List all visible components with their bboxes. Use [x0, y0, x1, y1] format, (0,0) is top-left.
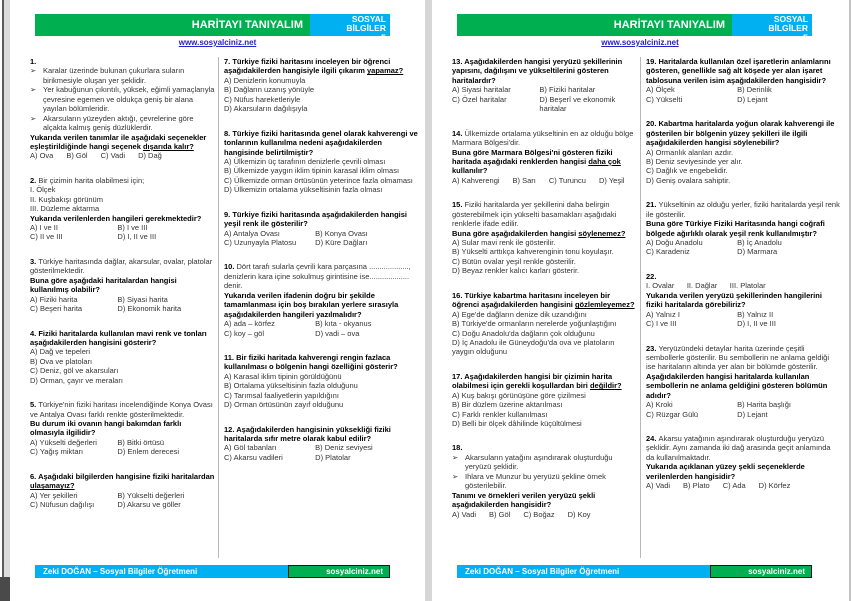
- answer-option: B) Göl: [66, 151, 88, 161]
- question-intro: 23. Yeryüzündeki detaylar harita üzerinde çeşitli sembollerle gösterilir. Bu sembollerin ne anlama geldiği ise haritaların altında yer alan bir bölümde gösterilir.: [646, 343, 832, 372]
- answer-option: B) I ve III: [117, 223, 148, 232]
- answer-option: C) I ve III: [646, 319, 677, 329]
- answer-option: B) İç Anadolu: [737, 238, 782, 247]
- grade-number: 5: [380, 32, 386, 43]
- answer-option: A) Denizlerin konumuyla: [224, 75, 306, 85]
- underlined-keyword: ulaşamayız?: [30, 481, 75, 491]
- answer-option: A) Kroki: [646, 400, 673, 410]
- answer-option: A) Doğu Anadolu: [646, 238, 703, 247]
- footer-site-label: sosyalciniz.net: [710, 565, 812, 578]
- answer-option: D) Küre Dağları: [315, 238, 368, 247]
- answer-option: C) Ülkemizde orman örtüsünün yeterince fazla olmaması: [224, 175, 413, 185]
- arrow-bullet-icon: ➢: [30, 113, 37, 123]
- answer-option: D) Enlem derecesi: [117, 447, 180, 457]
- question-stem: 17. Aşağıdakilerden hangisi bir çizimin harita olabilmesi için gerekli koşullardan biri değildir?: [452, 371, 622, 391]
- answer-option: B) Dağların uzanış yönüyle: [224, 85, 315, 95]
- answer-option: B) Yalnız II: [737, 309, 774, 319]
- question-stem: 4. Fiziki haritalarda kullanılan mavi renk ve tonları aşağıdakilerden hangisini gösterir?: [30, 328, 209, 347]
- answer-option: B) Göl: [489, 509, 511, 519]
- answer-options: [452, 238, 638, 276]
- question-block: [452, 57, 638, 114]
- answer-option: A) Yalnız I: [646, 309, 680, 319]
- answer-options: [452, 391, 638, 429]
- question-number: 22.: [646, 271, 659, 281]
- arrow-bullet-icon: ➢: [452, 452, 459, 462]
- question-stem: Buna göre aşağıdakilerden hangisi söylenemez?: [452, 228, 626, 238]
- question-block: [30, 257, 216, 314]
- answer-options: [30, 491, 216, 510]
- answer-option: C) Yağış miktarı: [30, 447, 84, 457]
- answer-options: [224, 443, 418, 462]
- answer-option: B) Derinlik: [737, 85, 772, 95]
- answer-option: B) Yükselti arttıkça kahverenginin tonu koyulaşır.: [452, 247, 614, 257]
- website-link[interactable]: www.sosyalciniz.net: [601, 38, 679, 47]
- question-stem: Yukarıda verilen yeryüzü şekillerinden hangilerini fiziki haritalarda görebiliriz?: [646, 290, 824, 310]
- answer-option: B) Bitki örtüsü: [117, 437, 165, 447]
- question-block: [452, 291, 638, 357]
- question-stem: Buna göre Marmara Bölgesi'ni gösteren fiziki haritada aşağıdaki renklerden hangisi daha çok kullanılır?: [452, 147, 623, 176]
- question-stem: 12. Aşağıdakilerden hangisinin yüksekliği fiziki haritalarda sıfır metre olarak kabul edilir?: [224, 424, 393, 443]
- answer-option: C) Yükselti: [646, 94, 683, 104]
- answer-option: B) Sarı: [512, 175, 536, 185]
- question-stem: 11. Bir fiziki haritada kahverengi rengin fazlaca kullanılması o bölgenin hangi özelliğini gösterir?: [224, 352, 398, 372]
- answer-option: C) Özel haritalar: [452, 94, 507, 104]
- answer-option: D) Geniş ovalara sahiptir.: [646, 175, 731, 185]
- answer-option: D) Ekonomik harita: [117, 304, 182, 314]
- answer-option: C) Farklı renkler kullanılması: [452, 409, 548, 419]
- question-number: 14.: [452, 128, 465, 138]
- answer-option: D) I, II ve III: [117, 232, 157, 242]
- question-block: [224, 210, 418, 248]
- answer-option: C) Ada: [722, 481, 746, 491]
- right-edge-border: [849, 0, 851, 601]
- answer-option: C) Deniz, göl ve akarsuları: [30, 366, 119, 376]
- question-stem: 7. Türkiye fiziki haritasını inceleyen bir öğrenci aşağıdakilerden hangisiyle ilgili çıkarım yapamaz?: [224, 57, 404, 76]
- answer-option: C) Dağlık ve engebelidir.: [646, 166, 728, 176]
- answer-option: B) Plato: [683, 481, 710, 491]
- question-stem: Yukarıda açıklanan yüzey şekli seçeneklerde verilenlerden hangisidir?: [646, 462, 807, 481]
- question-number: 5.: [30, 400, 39, 410]
- answer-options: [646, 85, 840, 104]
- author-credit: Zeki DOĞAN – Sosyal Bilgiler Öğretmeni: [35, 565, 288, 578]
- answer-option: D) Dağ: [138, 151, 162, 161]
- footer-site-label: sosyalciniz.net: [288, 565, 390, 578]
- answer-option: A) Karasal iklim tipinin görüldüğünü: [224, 371, 342, 381]
- question-number: 21.: [646, 200, 659, 210]
- answer-option: A) Ülkemizin üç tarafının denizlerle çevrili olması: [224, 156, 386, 166]
- subject-badge: [732, 14, 812, 43]
- answer-option: C) Uzunyayla Platosu: [224, 238, 297, 247]
- question-number: 10.: [224, 262, 237, 272]
- question-stem: 16. Türkiye kabartma haritasını inceleyen bir öğrenci aşağıdakilerden hangisini gözlemleyemez?: [452, 290, 635, 310]
- question-intro: 5. Türkiye'nin fiziki haritası incelendiğinde Konya Ovası ve Antalya Ovası farklı renkte gösterilmektedir.: [30, 400, 215, 419]
- answer-option: D) Lejant: [737, 94, 768, 104]
- bullet-item: [30, 85, 216, 113]
- question-columns: [452, 57, 842, 558]
- answer-options: [224, 319, 418, 338]
- question-block: [224, 353, 418, 410]
- bullet-text: Yer kabuğunun çıkıntılı, yüksek, eğimli yamaçlarıyla çevresine egemen ve oldukça geniş bir alana yayılan bölümleridir.: [43, 85, 215, 114]
- question-block: [224, 129, 418, 195]
- bullet-item: [452, 472, 638, 491]
- question-number: 7.: [224, 57, 233, 66]
- answer-option: C) Tarımsal faaliyetlerin yapıldığını: [224, 390, 339, 400]
- worksheet-title: HARİTAYI TANIYALIM: [191, 19, 303, 31]
- underlined-keyword: yapamaz?: [366, 66, 404, 76]
- answer-option: B) kıta - okyanus: [315, 319, 372, 329]
- question-columns: [30, 57, 420, 558]
- answer-option: C) Rüzgar Gülü: [646, 409, 699, 419]
- bullet-text: Karalar üzerinde bulunan çukurlara suların birikmesiyle oluşan yer şeklidir.: [43, 66, 185, 85]
- website-link[interactable]: www.sosyalciniz.net: [178, 38, 257, 47]
- answer-option: A) Dağ ve tepeleri: [30, 347, 91, 357]
- question-block: [646, 344, 840, 420]
- answer-option: B) Harita başlığı: [737, 400, 791, 410]
- answer-option: C) Vadi: [100, 151, 126, 161]
- question-block: [452, 200, 638, 276]
- answer-option: A) ada – körfez: [224, 319, 275, 329]
- question-number: 13.: [452, 57, 465, 66]
- question-intro: [646, 272, 840, 281]
- question-column: [452, 57, 638, 558]
- question-stem: Yukarıda verilen ifadenin doğru bir şekilde tamamlanması için boş bırakılan yerlere sırasıyla aşağıdakilerden hangileri yazılmalıdır?: [224, 290, 401, 319]
- question-column: [640, 57, 840, 558]
- question-number: 18.: [452, 443, 463, 453]
- question-number: 8.: [224, 128, 233, 138]
- answer-options: [224, 157, 418, 195]
- question-block: [452, 443, 638, 519]
- question-block: [30, 472, 216, 510]
- answer-option: D) Beyaz renkler kalıcı karları gösterir.: [452, 266, 580, 276]
- answer-option: B) Siyasi harita: [117, 294, 168, 304]
- answer-option: D) Akarsuların dağılışıyla: [224, 104, 308, 114]
- answer-options: [30, 223, 216, 242]
- question-intro: 3. Türkiye haritasında dağlar, akarsular, ovalar, platolar gösterilmektedir.: [30, 256, 215, 276]
- bullet-item: [452, 453, 638, 472]
- arrow-bullet-icon: ➢: [30, 66, 37, 76]
- answer-option: B) Bir düzlem üzerine aktarılması: [452, 400, 563, 410]
- answer-option: B) Deniz seviyesinde yer alır.: [646, 156, 743, 166]
- answer-option: C) Beşeri harita: [30, 304, 83, 314]
- answer-option: A) I ve II: [30, 223, 58, 232]
- answer-options: [646, 481, 840, 490]
- subject-name: SOSYAL BİLGİLER: [346, 14, 386, 34]
- question-number: 4.: [30, 328, 39, 338]
- roman-numeral-line: I. Ölçek: [30, 185, 56, 195]
- answer-option: D) Körfez: [758, 481, 791, 491]
- question-block: [30, 176, 216, 242]
- question-stem: 13. Aşağıdakilerden hangisi yeryüzü şekillerinin yapısını, dağılışını ve yükseltilerini gösteren haritalardır?: [452, 57, 625, 85]
- question-block: [224, 262, 418, 338]
- bullet-text: Ihlara ve Munzur bu yeryüzü şekline örnek gösterilebilir.: [465, 471, 606, 491]
- answer-option: C) II ve III: [30, 232, 63, 242]
- question-number: 3.: [30, 256, 39, 266]
- worksheet-title: HARİTAYI TANIYALIM: [613, 19, 725, 31]
- answer-option: A) Kuş bakışı görünüşüne göre çizilmesi: [452, 390, 586, 400]
- answer-option: A) Ege'de dağların denize dik uzandığını: [452, 309, 587, 319]
- roman-numeral-line: I. Ovalar II. Dağlar III. Platolar: [646, 281, 766, 291]
- underlined-keyword: dışarıda kalır?: [142, 141, 194, 151]
- answer-option: B) Türkiye'de ormanların nerelerde yoğunlaştığını: [452, 319, 617, 329]
- worksheet-title-bar: [457, 14, 732, 36]
- question-intro: 10. Dört tarafı sularla çevrili kara parçasına ..................., denizlerin kara içine sokulmuş girintisine ise................... denir.: [224, 262, 413, 291]
- answer-option: A) Vadi: [452, 509, 477, 519]
- answer-options: [224, 372, 418, 410]
- question-number: 15.: [452, 200, 465, 210]
- answer-option: D) Orman örtüsünün zayıf olduğunu: [224, 400, 344, 410]
- bullet-text: Akarsuların yüzeyden aktığı, çevrelerine göre alçakta kalmış geniş düzlüklerdir.: [43, 113, 194, 133]
- page-footer: [457, 565, 812, 578]
- question-block: [452, 129, 638, 186]
- answer-option: A) Ova: [30, 151, 54, 161]
- question-number: 20.: [646, 119, 659, 129]
- question-block: [30, 329, 216, 386]
- question-number: 12.: [224, 424, 237, 434]
- question-block: [646, 434, 840, 491]
- question-stem: 6. Aşağıdaki bilgilerden hangisine fiziki haritalardan ulaşamayız?: [30, 471, 217, 491]
- answer-option: A) Antalya Ovası: [224, 228, 280, 238]
- roman-numeral-line: II. Kuşbakışı görünüm: [30, 194, 103, 204]
- answer-option: D) Yeşil: [598, 175, 625, 185]
- answer-option: D) Lejant: [737, 409, 768, 419]
- question-block: [452, 372, 638, 429]
- question-stem: Yukarıda verilenlerden hangileri gerekmektedir?: [30, 213, 202, 223]
- bullet-item: [30, 66, 216, 85]
- question-intro: 15. Fiziki haritalarda yer şekillerini daha belirgin gösterebilmek için yükselti basamakları aşağıdaki renklerle ifade edilir.: [452, 200, 619, 229]
- roman-numeral-line: III. Düzleme aktarma: [30, 204, 100, 214]
- answer-option: A) Ormanlık alanları azdır.: [646, 147, 734, 157]
- answer-options: [646, 400, 840, 419]
- answer-option: C) Karadeniz: [646, 247, 690, 257]
- answer-options: [646, 310, 840, 329]
- question-stem: Bu durum iki ovanın hangi bakımdan farklı olmasıyla ilgilidir?: [30, 419, 184, 438]
- question-number: 1.: [30, 57, 37, 66]
- question-column: [218, 57, 418, 558]
- question-block: [224, 57, 418, 114]
- answer-option: C) Akarsu vadileri: [224, 452, 283, 462]
- answer-option: A) Fiziki harita: [30, 294, 78, 304]
- subject-name: SOSYAL BİLGİLER: [768, 14, 808, 34]
- answer-option: C) Bütün ovalar yeşil renkle gösterilir.: [452, 256, 576, 266]
- answer-option: D) Beşerî ve ekonomik haritalar: [539, 94, 616, 114]
- answer-option: C) Doğu Anadolu'da dağların çok olduğunu: [452, 328, 595, 338]
- question-block: [646, 200, 840, 257]
- answer-options: [30, 438, 216, 457]
- answer-option: D) vadi – ova: [315, 328, 360, 338]
- question-stem: Tanımı ve örnekleri verilen yeryüzü şekli aşağıdakilerden hangisidir?: [452, 490, 598, 510]
- question-number: 2.: [30, 175, 39, 185]
- arrow-bullet-icon: ➢: [30, 85, 37, 95]
- question-number: 6.: [30, 471, 39, 481]
- answer-option: C) Nüfusun dağılışı: [30, 500, 95, 510]
- answer-option: B) Ova ve platoları: [30, 356, 93, 366]
- answer-option: C) Nüfus hareketleriyle: [224, 94, 301, 104]
- question-block: [646, 57, 840, 104]
- question-intro: 21. Yükseltinin az olduğu yerler, fiziki haritalarda yeşil renk ile gösterilir.: [646, 200, 842, 219]
- answer-option: B) Deniz seviyesi: [315, 443, 373, 453]
- bullet-item: [30, 114, 216, 133]
- arrow-bullet-icon: ➢: [452, 471, 459, 481]
- answer-options: [452, 510, 638, 519]
- page-footer: [35, 565, 390, 578]
- answer-options: [224, 229, 418, 248]
- question-stem: 19. Haritalarda kullanılan özel işaretlerin anlamlarını gösteren, genellikle sağ alt köşede yer alan işaret tablosuna verilen isim aşağıdakilerden hangisidir?: [646, 57, 833, 85]
- answer-options: [452, 310, 638, 357]
- answer-options: [452, 176, 638, 185]
- question-number: 16.: [452, 290, 465, 300]
- answer-option: A) Sular mavi renk ile gösterilir.: [452, 238, 556, 247]
- bullet-text: Akarsuların yatağını aşındırarak oluşturduğu yeryüzü şeklidir.: [465, 452, 613, 472]
- answer-option: B) Fiziki haritalar: [539, 85, 596, 95]
- answer-option: D) Platolar: [315, 452, 351, 462]
- question-stem: Buna göre Türkiye Fiziki Haritasında hangi coğrafi bölgede ağırlıklı olarak yeşil renk kullanılmıştır?: [646, 219, 827, 238]
- question-column: [30, 57, 216, 558]
- answer-options: [452, 85, 638, 113]
- answer-option: D) Akarsu ve göller: [117, 500, 181, 510]
- question-block: [30, 400, 216, 457]
- grade-number: 5: [802, 32, 808, 43]
- answer-option: A) Göl tabanları: [224, 443, 277, 453]
- question-number: 19.: [646, 57, 659, 66]
- answer-options: [30, 295, 216, 314]
- answer-option: D) I, II ve III: [737, 319, 776, 329]
- answer-option: A) Ölçek: [646, 85, 675, 95]
- page-gap-divider: [425, 0, 432, 601]
- answer-option: C) Turuncu: [548, 175, 586, 185]
- question-block: [646, 119, 840, 185]
- question-block: [224, 425, 418, 463]
- answer-option: D) Koy: [567, 509, 591, 519]
- question-number: 24.: [646, 434, 659, 443]
- answer-option: A) Siyasi haritalar: [452, 85, 511, 95]
- answer-option: A) Kahverengi: [452, 175, 500, 185]
- answer-option: D) Marmara: [737, 247, 778, 257]
- answer-options: [224, 76, 418, 114]
- answer-options: [30, 347, 216, 385]
- question-stem: Buna göre aşağıdaki haritalardan hangisi kullanılmış olabilir?: [30, 275, 179, 295]
- answer-options: [30, 151, 216, 160]
- question-intro: 2. Bir çizimin harita olabilmesi için;: [30, 175, 145, 185]
- page-1: [10, 0, 425, 601]
- underlined-keyword: değildir?: [589, 381, 622, 391]
- question-stem: 20. Kabartma haritalarda yoğun olarak kahverengi ile gösterilen bir bölgenin yüzey şekilleri ile ilgili aşağıdakilerden hangisi söylenebilir?: [646, 119, 837, 148]
- answer-option: B) Ortalama yükseltisinin fazla olduğunu: [224, 381, 358, 391]
- worksheet-title-bar: [35, 14, 310, 36]
- answer-options: [646, 238, 840, 257]
- answer-option: A) Vadi: [646, 481, 671, 491]
- subject-badge: [310, 14, 390, 43]
- question-number: 23.: [646, 343, 659, 353]
- answer-option: B) Konya Ovası: [315, 228, 368, 238]
- page-2: [432, 0, 848, 601]
- author-credit: Zeki DOĞAN – Sosyal Bilgiler Öğretmeni: [457, 565, 710, 578]
- question-stem: Yukarıda verilen tanımlar ile aşağıdaki seçenekler eşleştirildiğinde hangi seçenek dışarıda kalır?: [30, 132, 209, 151]
- answer-option: C) koy – göl: [224, 328, 265, 338]
- question-intro: 14. Ülkemizde ortalama yükseltinin en az olduğu bölge Marmara Bölgesi'dir.: [452, 128, 636, 148]
- underlined-keyword: söylenemez?: [578, 228, 626, 238]
- question-intro: 24. Akarsu yatağının aşındırarak oluşturduğu yeryüzü şeklidir. Aynı zamanda iki dağ arasında geçit anlamında da kullanılmaktadır.: [646, 434, 833, 462]
- question-number: 11.: [224, 352, 237, 362]
- question-stem: 8. Türkiye fiziki haritasında genel olarak kahverengi ve tonlarının kullanılma nedeni aşağıdakilerden hangisinde belirtilmiştir?: [224, 128, 420, 157]
- question-block: [30, 57, 216, 161]
- answer-option: C) Boğaz: [523, 509, 555, 519]
- question-number: 17.: [452, 371, 465, 381]
- underlined-keyword: gözlemleyemez?: [574, 300, 635, 310]
- answer-option: B) Ülkemizde yaygın iklim tipinin karasal iklim olması: [224, 166, 400, 176]
- answer-options: [646, 148, 840, 186]
- answer-option: B) Yükselti değerleri: [117, 490, 185, 500]
- question-number: 9.: [224, 209, 233, 219]
- question-stem: Aşağıdakilerden hangisi haritalarda kullanılan sembollerin ne anlama geldiğini gösteren bölümün adıdır?: [646, 371, 830, 400]
- answer-option: D) Orman, çayır ve meraları: [30, 375, 123, 385]
- answer-option: D) Ülkemizin ortalama yükseltisinin fazla olması: [224, 185, 383, 195]
- answer-option: A) Yükselti değerleri: [30, 437, 97, 447]
- answer-option: A) Yer şekilleri: [30, 490, 78, 500]
- underlined-keyword: daha çok: [588, 156, 621, 166]
- question-block: [646, 272, 840, 329]
- answer-option: D) İç Anadolu ile Güneydoğu'da ova ve platoların yaygın olduğunu: [452, 337, 615, 357]
- answer-option: D) Belli bir ölçek dâhilinde küçültülmesi: [452, 419, 582, 428]
- question-stem: 9. Türkiye fiziki haritasında aşağıdakilerden hangisi yeşil renk ile gösterilir?: [224, 209, 410, 229]
